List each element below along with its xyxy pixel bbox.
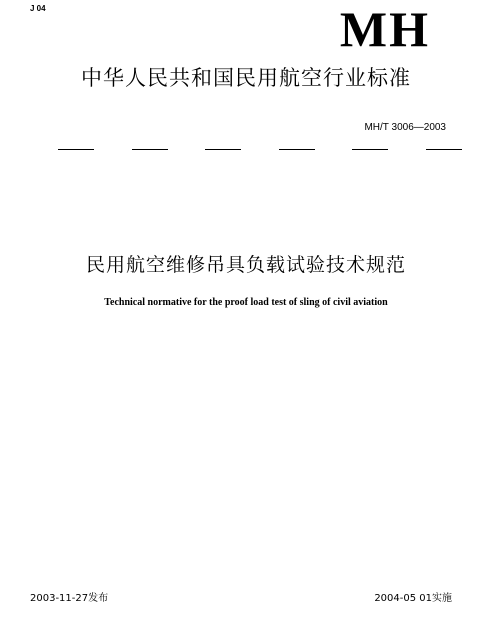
standard-logo: MH [339, 1, 430, 57]
publish-date: 2003-11-27发布 [30, 593, 109, 604]
separator-dash [279, 149, 315, 150]
document-title-chinese: 民用航空维修吊具负载试验技术规范 [85, 254, 406, 276]
separator-dash [352, 149, 388, 150]
organization-title: 中华人民共和国民用航空行业标准 [81, 66, 411, 90]
standard-number: MH/T 3006—2003 [364, 122, 446, 133]
separator-dash [58, 149, 94, 150]
implement-date: 2004-05 01实施 [374, 593, 452, 604]
separator-dash [132, 149, 168, 150]
classification-code: J 04 [30, 4, 46, 13]
separator-dash [205, 149, 241, 150]
separator-line [58, 149, 462, 150]
document-title-english: Technical normative for the proof load test of sling of civil aviation [104, 297, 388, 308]
separator-dash [426, 149, 462, 150]
